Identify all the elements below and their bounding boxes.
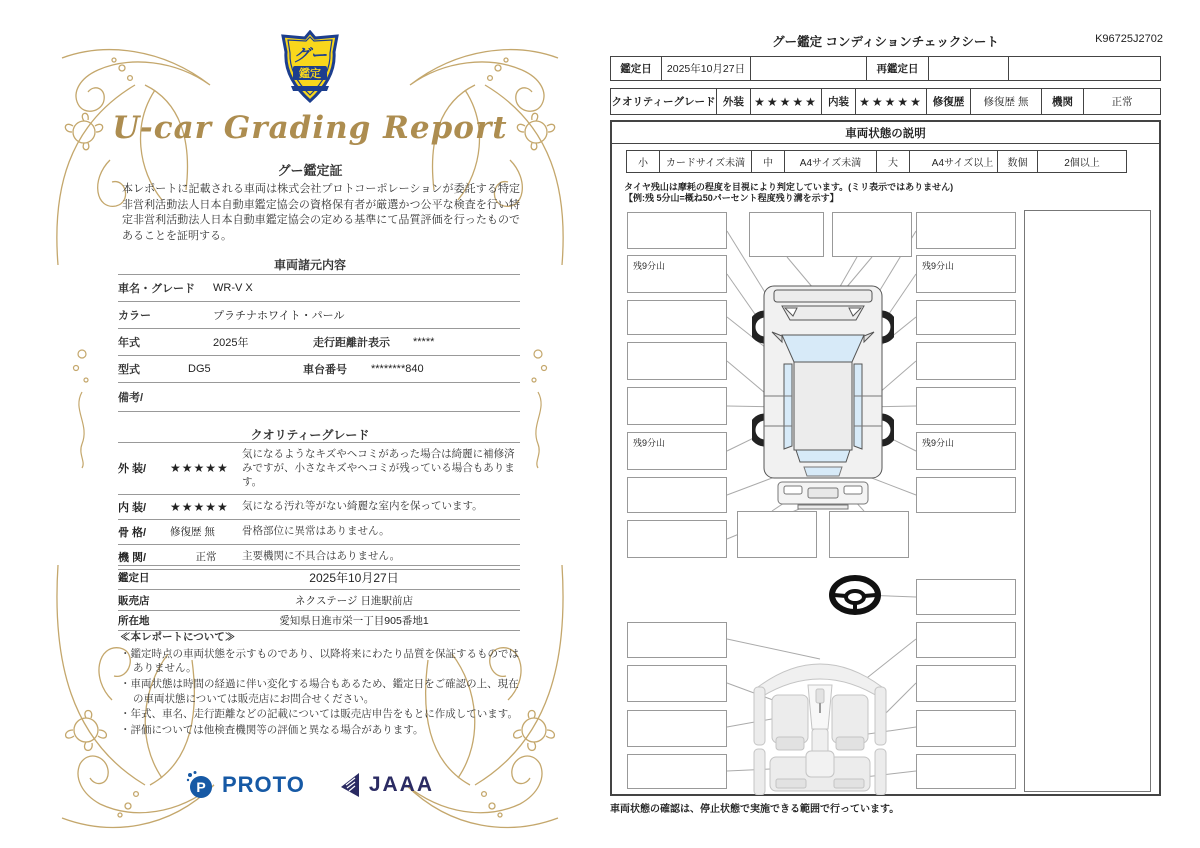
spec-value: プラチナホワイト・パール <box>213 310 345 322</box>
condition-check-sheet-page <box>608 30 1163 830</box>
jaaa-logo-icon <box>339 771 434 799</box>
meta-value: ネクステージ 日進駅前店 <box>295 594 413 607</box>
callout-box <box>916 300 1016 335</box>
reinspection-date-label: 再鑑定日 <box>867 57 929 80</box>
meta-value: 2025年10月27日 <box>309 571 399 585</box>
date-value: 2025年10月27日 <box>662 57 751 80</box>
svg-text:鑑定: 鑑定 <box>299 68 321 80</box>
callout-box <box>749 212 824 257</box>
about-heading: ≪本レポートについて≫ <box>120 631 236 643</box>
proto-logo-icon <box>186 770 305 800</box>
about-bullet: ・ 車両状態は時間の経過に伴い変化する場合もあるため、鑑定日をご確認の上、現在の車両状態については販売店にお問合せください。 <box>120 677 520 706</box>
size-value: A4サイズ未満 <box>785 151 877 172</box>
spec-row-notes <box>118 382 520 412</box>
callout-box <box>627 387 727 425</box>
star-rating: ★★★★★ <box>170 461 229 476</box>
tread-depth-label: 残9分山 <box>922 438 955 448</box>
callout-box-tire-rl <box>627 432 727 470</box>
grade-table <box>610 88 1161 115</box>
quality-description: 気になるようなキズやヘコミがあった場合は綺麗に補修済みですが、小さなキズやヘコミが残っている場合もあります。 <box>242 448 515 489</box>
about-bullet: ・ 鑑定時点の車両状態を示すものであり、以降将来にわたり品質を保証するものではありません。 <box>120 647 520 676</box>
callout-box <box>832 212 912 257</box>
spec-label: 年式 <box>118 337 140 349</box>
quality-description: 骨格部位に異常はありません。 <box>242 525 390 538</box>
about-report-section <box>120 630 520 739</box>
callout-box <box>916 477 1016 513</box>
interior-label: 内装 <box>822 89 856 114</box>
certificate-page <box>60 30 560 842</box>
interior-stars: ★★★★★ <box>856 89 927 114</box>
quality-label: 外 装/ <box>118 463 147 476</box>
callout-box <box>627 665 727 702</box>
quality-row-exterior <box>118 442 520 494</box>
quality-row-interior <box>118 494 520 519</box>
spec-heading: 車両諸元内容 <box>273 258 346 272</box>
empty-cell <box>751 57 867 80</box>
spec-label: カラー <box>118 310 151 322</box>
spec-value: ********840 <box>371 363 424 375</box>
meta-label: 所在地 <box>118 615 150 627</box>
mechanical-label: 機関 <box>1042 89 1084 114</box>
spec-label: 型式 <box>118 364 140 376</box>
spec-label: 車名・グレード <box>118 283 195 295</box>
callout-box <box>737 511 817 558</box>
svg-text:P: P <box>196 779 206 795</box>
date-table <box>610 56 1161 81</box>
size-label: 中 <box>752 151 785 172</box>
spec-label: 走行距離計表示 <box>313 337 390 349</box>
callout-box <box>627 212 727 249</box>
callout-box <box>829 511 909 558</box>
quality-table <box>118 442 520 570</box>
count-value: 2個以上 <box>1064 158 1100 169</box>
callout-box <box>916 665 1016 702</box>
size-label: 小 <box>627 151 660 172</box>
spec-row-name <box>118 274 520 301</box>
footer-note: 車両状態の確認は、停止状態で実施できる範囲で行っています。 <box>610 804 900 815</box>
callout-box-steering <box>916 579 1016 615</box>
report-title: U-car Grading Report <box>112 110 508 146</box>
callout-box <box>916 622 1016 658</box>
callout-box <box>916 342 1016 380</box>
quality-row-frame <box>118 519 520 544</box>
repair-history-label: 修復歴 <box>927 89 971 114</box>
spec-row-year <box>118 328 520 355</box>
spec-value: 2025年 <box>213 337 249 349</box>
exterior-label: 外装 <box>717 89 751 114</box>
tread-depth-label: 残9分山 <box>922 261 955 271</box>
about-bullet: ・ 評価については他検査機関等の評価と異なる場合があります。 <box>120 723 520 738</box>
meta-row-dealer <box>118 589 520 610</box>
callout-box-tire-fl <box>627 255 727 293</box>
quality-description: 主要機関に不具合はありません。 <box>242 550 401 563</box>
callout-box <box>627 754 727 789</box>
date-label: 鑑定日 <box>611 57 662 80</box>
grade-title: クオリティーグレード <box>611 89 717 114</box>
edge-dots-right-icon <box>522 340 552 470</box>
quality-heading: クオリティーグレード <box>250 428 370 442</box>
spec-value: ***** <box>413 336 435 348</box>
callout-box <box>627 477 727 513</box>
spec-label: 備考/ <box>118 392 144 404</box>
goo-kantei-badge-icon <box>279 30 341 106</box>
count-label: 数個 <box>998 151 1038 172</box>
meta-table <box>118 565 520 631</box>
callout-box <box>627 622 727 658</box>
size-label: 大 <box>877 151 910 172</box>
vehicle-diagram <box>612 207 1163 795</box>
car-top-view-icon <box>752 280 894 510</box>
meta-row-location <box>118 610 520 631</box>
footer-logos <box>60 770 560 800</box>
meta-row-date <box>118 565 520 589</box>
tire-note-line1: タイヤ残山は摩耗の程度を目視により判定しています。(ミリ表示ではありません) <box>624 182 954 192</box>
notes-box <box>1024 210 1151 792</box>
jaaa-logo-text: JAAA <box>368 773 434 796</box>
spec-row-color <box>118 301 520 328</box>
size-legend <box>626 150 1016 173</box>
size-legend-row <box>612 150 1159 174</box>
mechanical-value: 正常 <box>1111 96 1133 108</box>
callout-box <box>916 387 1016 425</box>
condition-heading: 車両状態の説明 <box>612 122 1159 144</box>
condition-box <box>610 120 1161 796</box>
star-rating: ★★★★★ <box>170 499 229 514</box>
quality-label: 機 関/ <box>118 551 147 564</box>
callout-box <box>627 520 727 558</box>
tread-depth-label: 残9分山 <box>633 261 666 271</box>
callout-box-tire-fr <box>916 255 1016 293</box>
tread-depth-label: 残9分山 <box>633 438 666 448</box>
empty-cell <box>929 57 1009 80</box>
spec-table <box>118 274 520 412</box>
meta-value: 愛知県日進市栄一丁目905番地1 <box>279 615 429 627</box>
interior-view-icon <box>750 637 890 795</box>
callout-box <box>627 710 727 747</box>
meta-label: 鑑定日 <box>118 572 150 584</box>
tire-note-line2: 【例:残 5分山=概ね50パーセント程度残り溝を示す】 <box>624 193 839 203</box>
certificate-statement: 本レポートに記載される車両は株式会社プロトコーポレーションが委託する特定非営利活動法人日本自動車鑑定協会の資格保有者が厳選かつ公平な検査を行い特定非営利活動法人日本自動車鑑定協会の定める基準にて品質評価を行ったものであることを証明する。 <box>122 183 520 242</box>
callout-box <box>916 710 1016 747</box>
steering-wheel-icon <box>828 573 882 619</box>
callout-box-tire-rr <box>916 432 1016 470</box>
quality-value: 修復歴 無 <box>170 526 215 539</box>
spec-value: DG5 <box>188 363 211 375</box>
quality-label: 骨 格/ <box>118 526 147 539</box>
svg-text:グー: グー <box>293 46 327 65</box>
sheet-code: K96725J2702 <box>1095 33 1163 45</box>
meta-label: 販売店 <box>118 594 150 607</box>
repair-history-value: 修復歴 無 <box>971 89 1042 114</box>
certificate-subtitle: グー鑑定証 <box>277 163 343 178</box>
quality-value: 正常 <box>195 551 217 564</box>
spec-value: WR-V X <box>213 282 253 294</box>
callout-box <box>627 300 727 335</box>
empty-cell <box>1009 57 1160 80</box>
sheet-title: グー鑑定 コンディションチェックシート <box>772 35 999 49</box>
proto-logo-text: PROTO <box>221 772 305 797</box>
callout-box <box>916 212 1016 249</box>
size-value: カードサイズ未満 <box>660 151 752 172</box>
quality-description: 気になる汚れ等がない綺麗な室内を保っています。 <box>242 500 483 513</box>
callout-box <box>627 342 727 380</box>
size-value: A4サイズ以上 <box>931 158 994 169</box>
count-legend <box>997 150 1127 173</box>
quality-label: 内 装/ <box>118 501 147 514</box>
edge-dots-left-icon <box>68 340 98 470</box>
callout-box <box>916 754 1016 789</box>
exterior-stars: ★★★★★ <box>751 89 822 114</box>
about-bullet: ・ 年式、車名、走行距離などの記載については販売店申告をもとに作成しています。 <box>120 707 520 722</box>
spec-row-model <box>118 355 520 382</box>
spec-label: 車台番号 <box>303 364 347 376</box>
